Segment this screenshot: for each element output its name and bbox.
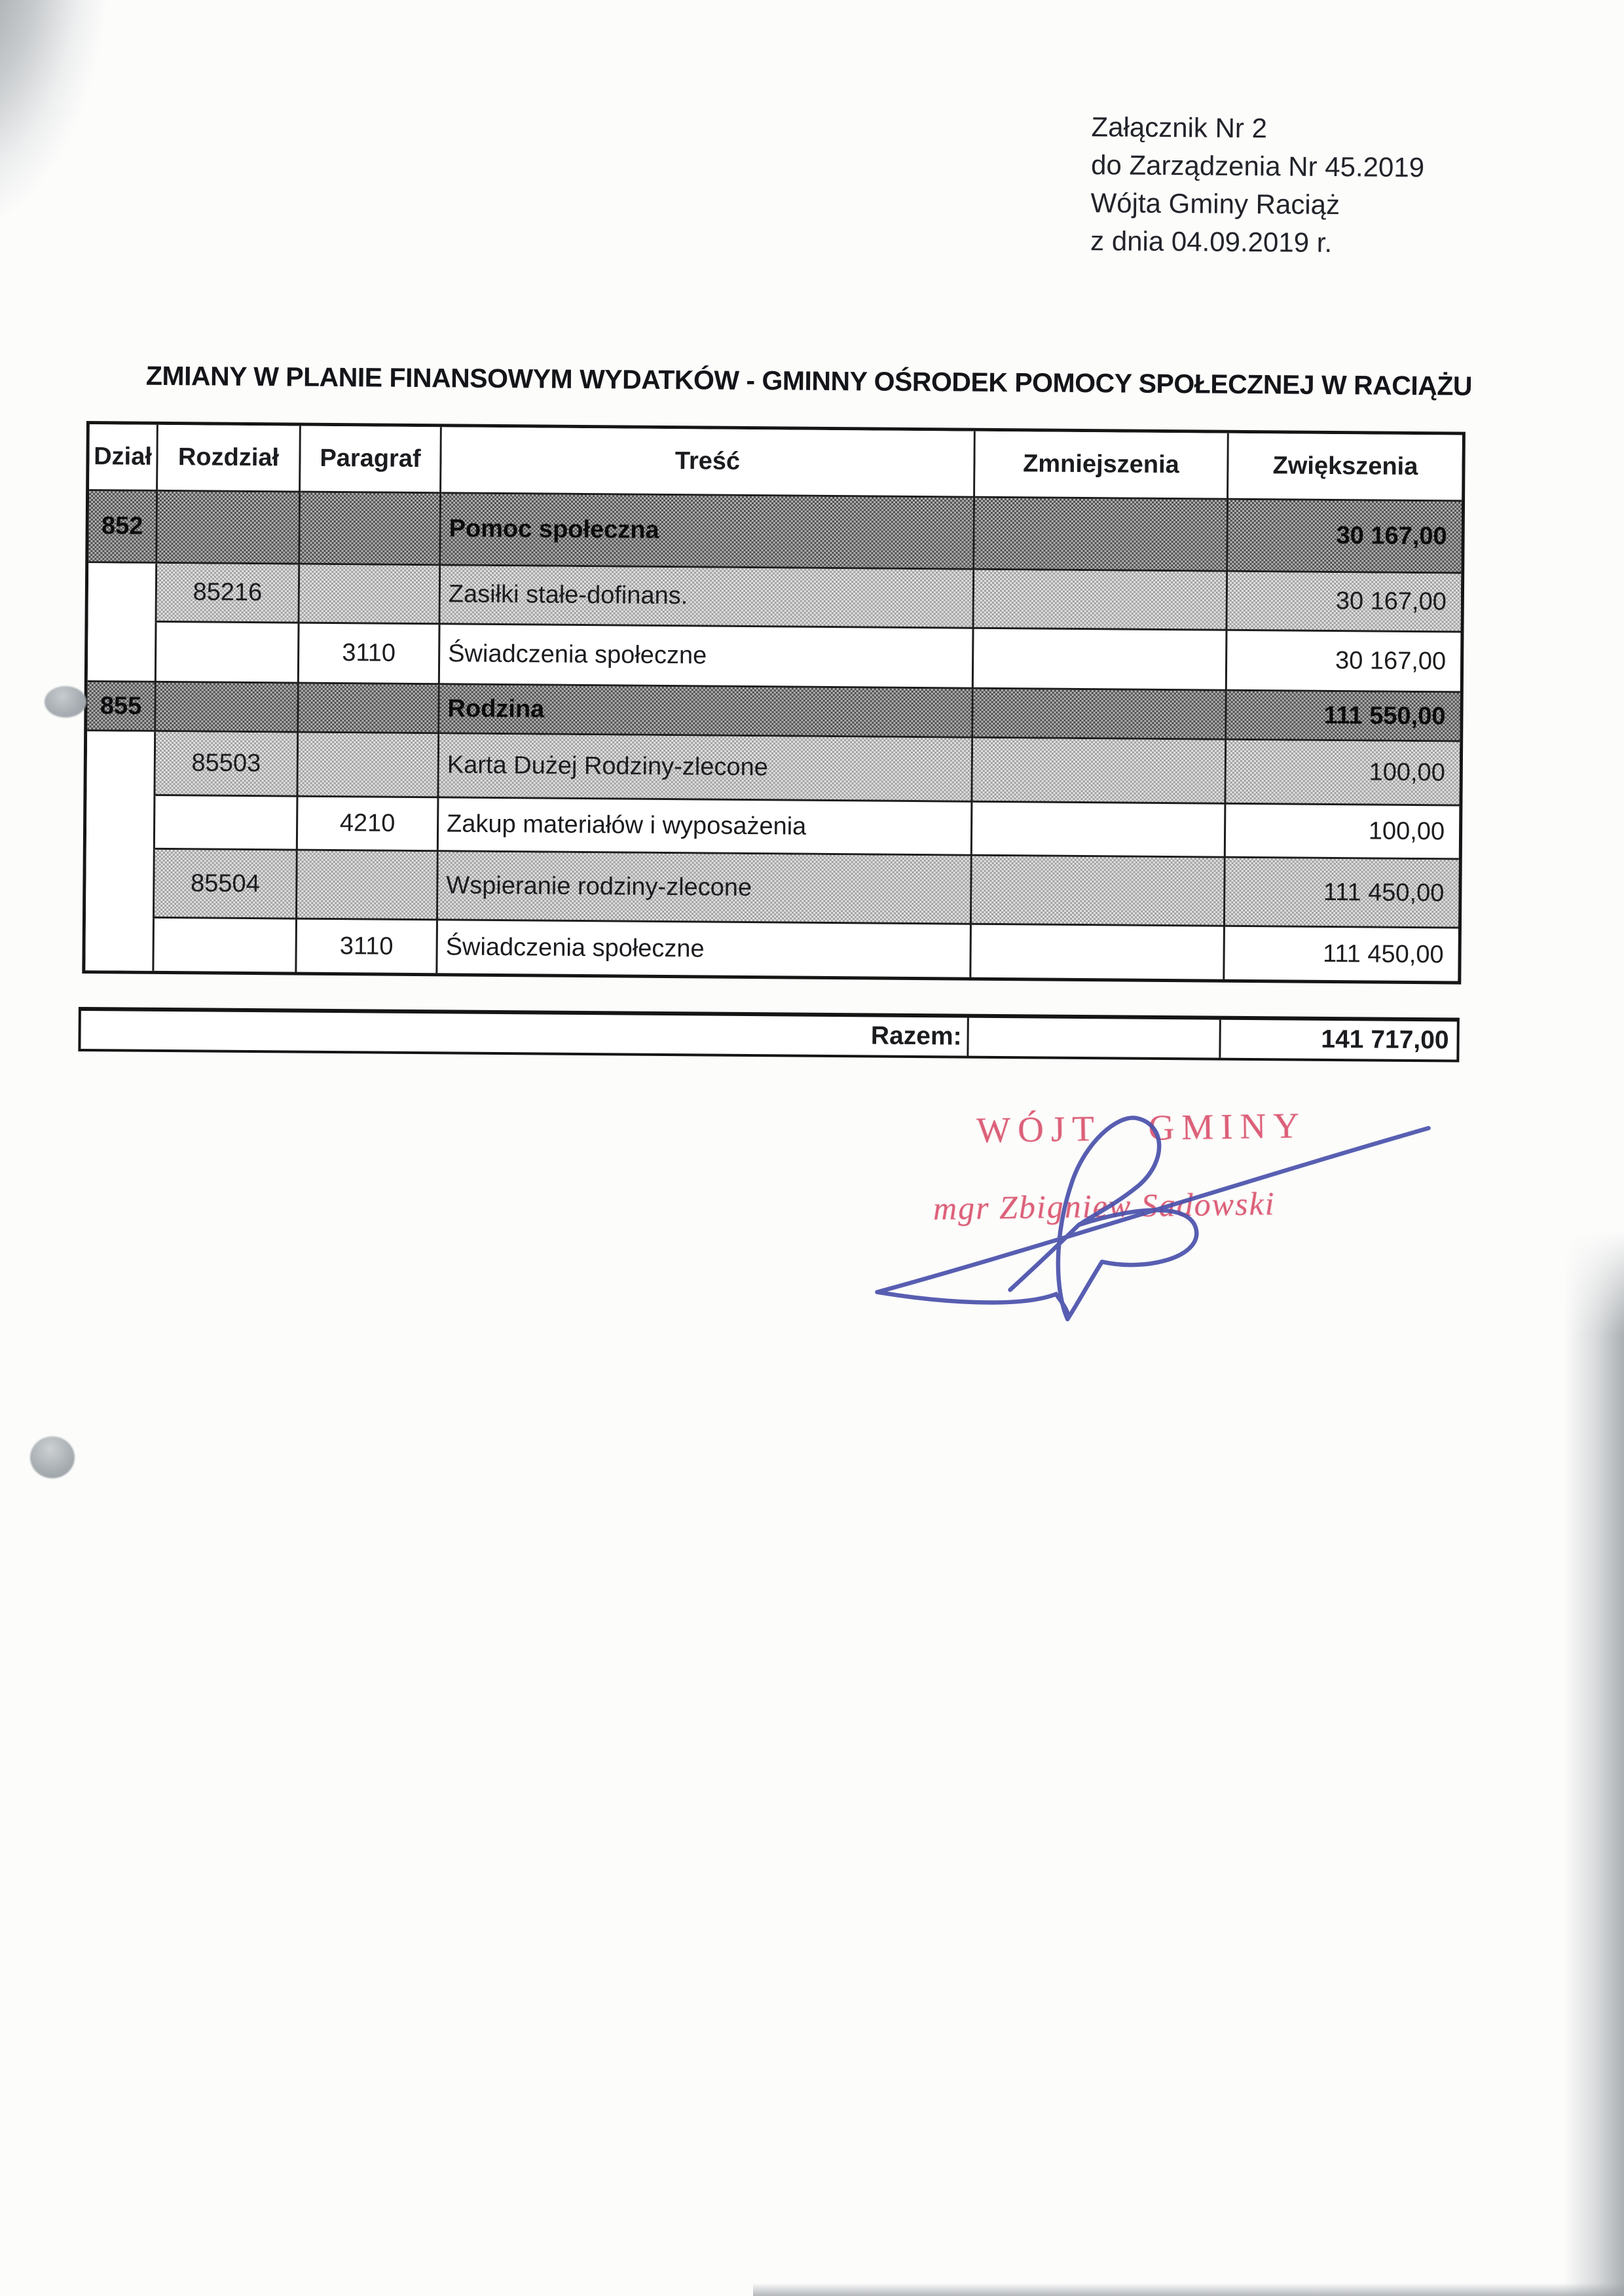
stamp-name: mgr Zbigniew Sadowski [932,1184,1276,1227]
cell-paragraf [298,733,439,799]
cell-tresc: Karta Dużej Rodziny-zlecone [439,734,973,802]
table-row-85503 [86,731,1460,806]
note-line: Wójta Gminy Raciąż [1090,187,1340,221]
cell-tresc: Zasiłki stałe-dofinans. [441,566,975,629]
cell-dzial [86,849,155,919]
header-zwiekszenia: Zwiększenia [1228,433,1462,502]
table-row-3110-a [88,622,1461,693]
cell-zmniejszenia [972,738,1227,805]
cell-zwiekszenia: 111 550,00 [1227,691,1460,742]
cell-paragraf: 3110 [297,920,438,974]
cell-zmniejszenia [972,856,1226,927]
pen-signature [834,1072,1458,1358]
cell-rozdzial: 85216 [157,564,301,624]
cell-rozdzial [155,796,299,851]
cell-paragraf [297,851,439,921]
cell-dzial [85,918,155,971]
header-paragraf: Paragraf [301,426,442,494]
cell-dzial [86,731,156,796]
cell-zwiekszenia: 111 450,00 [1225,858,1459,929]
cell-rozdzial [154,919,297,972]
cell-rozdzial [157,492,301,565]
cell-tresc: Wspieranie rodziny-zlecone [438,852,972,924]
cell-dzial: 855 [87,682,157,732]
cell-zmniejszenia [972,803,1227,858]
cell-zwiekszenia: 30 167,00 [1227,572,1461,633]
table-row-85504 [86,849,1459,928]
total-zmniejszenia-cell [969,1018,1221,1058]
attachment-note [1090,108,1425,263]
total-value: 141 717,00 [1321,1025,1449,1055]
header-tresc: Treść [441,427,976,498]
header-zmniejszenia: Zmniejszenia [975,431,1229,500]
cell-paragraf [300,493,441,566]
cell-tresc: Rodzina [439,685,974,738]
cell-zmniejszenia [974,570,1228,631]
table-row-3110-b [85,918,1458,981]
cell-zmniejszenia [974,498,1228,572]
cell-dzial [88,563,158,623]
cell-rozdzial: 85504 [155,850,298,920]
document-title: ZMIANY W PLANIE FINANSOWYM WYDATKÓW - GMINNY OŚRODEK POMOCY SPOŁECZNEJ W RACIĄŻU [145,360,1473,401]
cell-tresc: Świadczenia społeczne [440,625,974,689]
cell-zwiekszenia: 100,00 [1226,740,1460,807]
cell-zmniejszenia [974,629,1228,691]
cell-zmniejszenia [971,925,1225,979]
cell-dzial: 852 [88,491,158,564]
cell-zwiekszenia: 100,00 [1226,805,1460,860]
cell-dzial [86,795,156,850]
cell-paragraf: 3110 [299,624,441,685]
header-dzial: Dział [89,424,158,492]
cell-paragraf [299,684,440,735]
header-rozdzial: Rozdział [158,425,301,493]
cell-paragraf: 4210 [298,797,439,852]
cell-tresc: Świadczenia społeczne [437,920,972,977]
note-line: do Zarządzenia Nr 45.2019 [1090,149,1425,183]
table-row-85216 [88,563,1462,632]
cell-tresc: Zakup materiałów i wyposażenia [439,798,973,856]
note-line: Załącznik Nr 2 [1091,111,1268,144]
cell-rozdzial: 85503 [155,732,299,797]
cell-rozdzial [156,683,299,733]
table-header-row [89,424,1462,501]
cell-zwiekszenia: 30 167,00 [1227,631,1461,693]
cell-zmniejszenia [973,689,1227,740]
cell-dzial [88,622,157,683]
total-label: Razem: [81,1011,969,1056]
budget-table [82,421,1466,985]
stamp-title: WÓJT GMINY [976,1105,1307,1150]
cell-zwiekszenia: 30 167,00 [1228,500,1462,574]
cell-zwiekszenia: 111 450,00 [1322,939,1444,968]
cell-tresc: Pomoc społeczna [441,494,975,570]
cell-rozdzial [157,623,300,684]
cell-paragraf [300,565,441,625]
note-line: z dnia 04.09.2019 r. [1090,225,1333,258]
table-row-section-852 [88,491,1462,574]
total-row [78,1007,1459,1063]
